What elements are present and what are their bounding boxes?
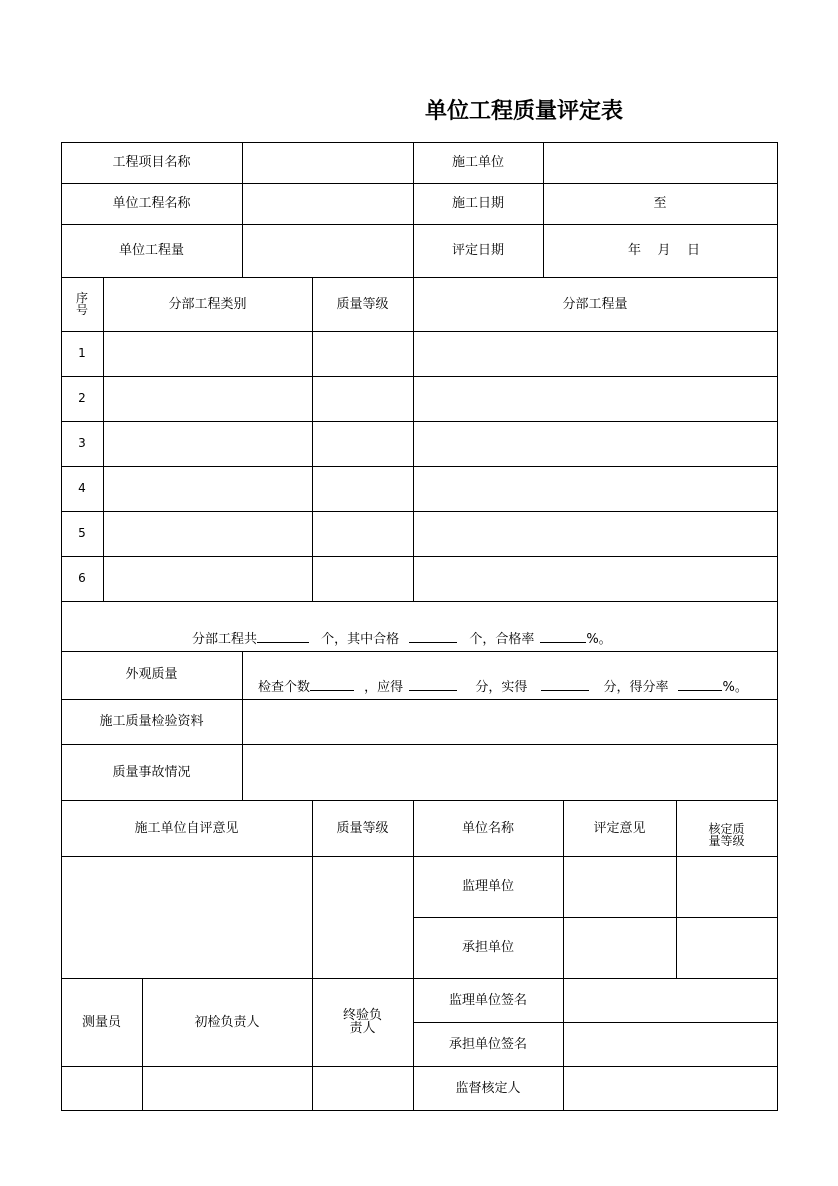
summary-passed-blank[interactable] bbox=[409, 630, 457, 643]
supervision-unit-label: 监理单位 bbox=[461, 879, 514, 894]
category-header: 分部工程类别 bbox=[168, 296, 247, 312]
grid-line bbox=[61, 511, 778, 512]
appearance-rate-blank[interactable] bbox=[678, 678, 722, 691]
appearance-line bbox=[258, 676, 748, 695]
unit-quantity-label: 单位工程量 bbox=[118, 243, 184, 258]
construction-date-label: 施工日期 bbox=[451, 196, 504, 211]
form-title: 单位工程质量评定表 bbox=[424, 98, 623, 124]
inspection-data-field[interactable] bbox=[242, 699, 777, 744]
row-number: 1 bbox=[78, 346, 86, 360]
summary-text-total: 分部工程共 bbox=[192, 632, 258, 647]
appearance-expected-blank[interactable] bbox=[409, 678, 457, 691]
appearance-text-rate: 分，得分率 bbox=[603, 680, 669, 695]
construction-unit-label: 施工单位 bbox=[451, 155, 504, 170]
evaluation-date-label: 评定日期 bbox=[451, 243, 504, 258]
unit-project-name-label: 单位工程名称 bbox=[112, 196, 191, 211]
seq-header: 序号 bbox=[75, 291, 88, 317]
supervision-sign-field[interactable] bbox=[563, 978, 777, 1022]
appearance-label: 外观质量 bbox=[125, 667, 178, 682]
appearance-text-expected: ，应得 bbox=[364, 680, 404, 695]
undertaking-unit-label: 承担单位 bbox=[461, 940, 514, 955]
initial-inspector-label: 初检负责人 bbox=[194, 1014, 260, 1030]
grid-line bbox=[61, 466, 778, 467]
undertaking-sign-field[interactable] bbox=[563, 1022, 777, 1066]
row-number: 4 bbox=[78, 481, 86, 495]
construction-date-field[interactable]: 至 bbox=[653, 196, 667, 211]
row-number: 6 bbox=[78, 571, 86, 585]
grid-line bbox=[61, 601, 778, 602]
summary-line bbox=[192, 628, 612, 647]
grid-line bbox=[61, 376, 778, 377]
opinion-label: 评定意见 bbox=[593, 820, 646, 836]
accident-field[interactable] bbox=[242, 744, 777, 800]
undertaking-sign-label: 承担单位签名 bbox=[448, 1036, 527, 1052]
surveyor-label: 测量员 bbox=[81, 1014, 121, 1030]
grid-line bbox=[777, 142, 778, 1111]
construction-unit-field[interactable] bbox=[543, 142, 777, 183]
unit-project-name-field[interactable] bbox=[242, 183, 413, 224]
appearance-actual-blank[interactable] bbox=[541, 678, 589, 691]
grid-line bbox=[61, 331, 778, 332]
summary-rate-blank[interactable] bbox=[540, 630, 586, 643]
row-number: 2 bbox=[78, 391, 86, 405]
evaluation-date-field[interactable]: 年 月 日 bbox=[627, 243, 701, 258]
eval-grade-field[interactable] bbox=[312, 856, 413, 978]
appearance-text-count: 检查个数 bbox=[258, 680, 311, 695]
unit-quantity-field[interactable] bbox=[242, 224, 413, 277]
summary-percent: %。 bbox=[586, 632, 612, 647]
supervisor-verifier-field[interactable] bbox=[563, 1066, 777, 1110]
accident-label: 质量事故情况 bbox=[112, 764, 191, 780]
appearance-text-actual: 分，实得 bbox=[475, 680, 528, 695]
row-number: 5 bbox=[78, 526, 86, 540]
appearance-count-blank[interactable] bbox=[310, 678, 354, 691]
supervision-sign-label: 监理单位签名 bbox=[448, 992, 527, 1008]
supervisor-verifier-label: 监督核定人 bbox=[455, 1080, 521, 1096]
appearance-percent: %。 bbox=[722, 680, 748, 695]
row-number: 3 bbox=[78, 436, 86, 450]
grid-line bbox=[61, 556, 778, 557]
eval-grade-label: 质量等级 bbox=[336, 820, 389, 836]
quantity-header: 分部工程量 bbox=[562, 296, 628, 312]
verified-grade-label: 核定质量等级 bbox=[708, 822, 745, 848]
final-inspector-label: 终验负责人 bbox=[342, 1008, 382, 1036]
summary-total-blank[interactable] bbox=[257, 630, 309, 643]
unit-name-label: 单位名称 bbox=[461, 820, 514, 836]
grid-line bbox=[61, 421, 778, 422]
project-name-field[interactable] bbox=[242, 142, 413, 183]
project-name-label: 工程项目名称 bbox=[112, 155, 191, 170]
inspection-data-label: 施工质量检验资料 bbox=[99, 714, 204, 729]
self-eval-label: 施工单位自评意见 bbox=[134, 820, 239, 836]
summary-text-rate: 个，合格率 bbox=[469, 632, 535, 647]
summary-text-passed: 个，其中合格 bbox=[321, 632, 400, 647]
self-eval-field[interactable] bbox=[61, 856, 312, 978]
grade-header: 质量等级 bbox=[336, 296, 389, 312]
grid-line bbox=[61, 1110, 778, 1111]
